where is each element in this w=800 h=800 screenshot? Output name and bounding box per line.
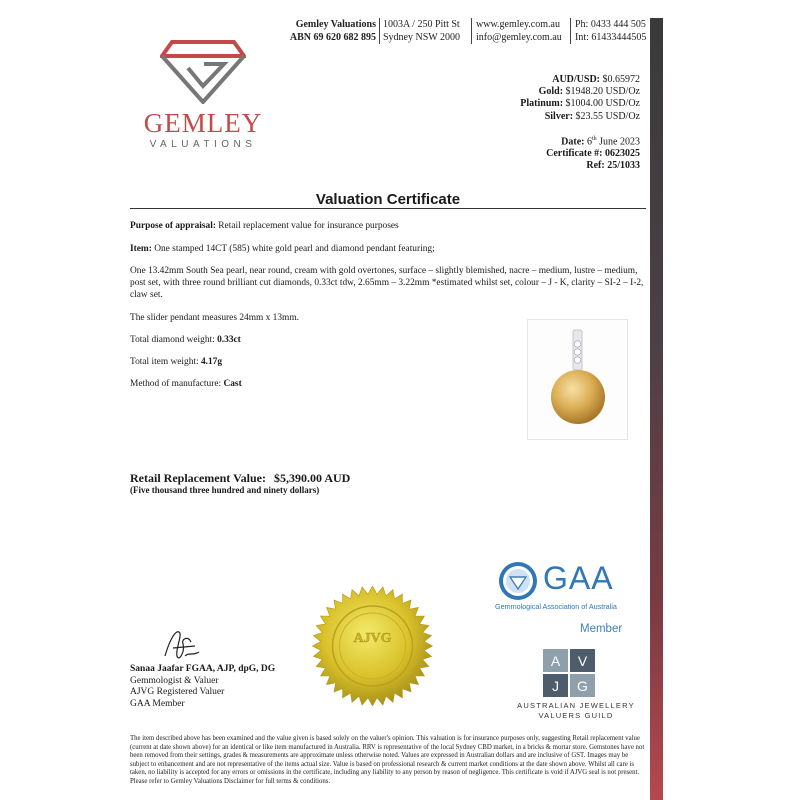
gaa-member-label: Member bbox=[580, 623, 623, 635]
gemley-logo bbox=[138, 38, 268, 158]
item-description: One 13.42mm South Sea pearl, near round, cream with gold overtones, surface – slightly blemished, nacre – medium, lustre – medium, post set, with three round brilliant cut diamonds, 0.33ct tdw, 2.65mm – 3.22mm *estimated whilst set, colour – J - K, clarity – SI-2 – I-2, claw set. bbox=[130, 266, 644, 301]
page-title: Valuation Certificate bbox=[315, 191, 461, 208]
signer-role: GAA Member bbox=[130, 698, 185, 709]
purpose-label: Purpose of appraisal: bbox=[130, 221, 216, 231]
ajvg-emblem-icon bbox=[543, 649, 597, 699]
manufacture-line bbox=[130, 378, 510, 390]
ajvg-letter: A bbox=[550, 653, 561, 669]
ajvg-line2: VALUERS GUILD bbox=[538, 711, 614, 720]
side-accent-bar bbox=[650, 18, 663, 800]
diamond-weight-line bbox=[130, 334, 510, 346]
ajvg-name bbox=[508, 701, 644, 721]
gold-value: $1948.20 USD/Oz bbox=[565, 86, 640, 98]
date-label: Date: bbox=[561, 136, 585, 148]
ajvg-letter: J bbox=[552, 678, 559, 694]
pendant-photo bbox=[527, 319, 628, 440]
purpose-value: Retail replacement value for insurance purposes bbox=[218, 221, 399, 231]
email-link[interactable]: info@gemley.com.au bbox=[476, 32, 562, 43]
item-line bbox=[130, 243, 646, 255]
date-suffix: th bbox=[591, 136, 597, 142]
cert-number-value: 0623025 bbox=[605, 148, 640, 160]
brand-name: GEMLEY bbox=[143, 108, 263, 138]
seal-text: AJVG bbox=[353, 631, 392, 646]
signature bbox=[155, 622, 210, 664]
gaa-name: GAA bbox=[543, 560, 614, 596]
measures-line: The slider pendant measures 24mm x 13mm. bbox=[130, 313, 299, 323]
cert-number-label: Certificate #: bbox=[546, 148, 603, 160]
item-weight-line bbox=[130, 356, 510, 368]
gaa-logo bbox=[495, 560, 645, 620]
item-value: One stamped 14CT (585) white gold pearl and diamond pendant featuring; bbox=[154, 244, 435, 254]
header-divider bbox=[379, 18, 380, 44]
pearl-pendant-image bbox=[528, 320, 629, 441]
contact-online bbox=[476, 18, 568, 44]
title-rule bbox=[130, 208, 646, 209]
signer-role: Gemmologist & Valuer bbox=[130, 675, 219, 686]
silver-value: $23.55 USD/Oz bbox=[575, 110, 640, 122]
item-weight-label: Total item weight: bbox=[130, 357, 199, 367]
retail-value-words: (Five thousand three hundred and ninety dollars) bbox=[130, 485, 320, 495]
date-day: 6 bbox=[586, 136, 592, 148]
ref-label: Ref: bbox=[586, 160, 605, 172]
handwritten-signature bbox=[155, 622, 210, 664]
ajvg-gold-seal bbox=[310, 586, 435, 706]
aud-usd-value: $0.65972 bbox=[602, 74, 640, 85]
aud-usd-label: AUD/USD: bbox=[552, 74, 600, 85]
ajvg-letter: V bbox=[577, 653, 588, 669]
ajvg-line1: AUSTRALIAN JEWELLERY bbox=[517, 701, 635, 710]
website-link[interactable]: www.gemley.com.au bbox=[476, 19, 560, 30]
retail-value-amount: $5,390.00 AUD bbox=[273, 471, 351, 485]
manufacture-label: Method of manufacture: bbox=[130, 379, 222, 389]
certificate-info bbox=[546, 133, 640, 172]
brand-subtitle: VALUATIONS bbox=[149, 139, 257, 150]
ajvg-logo bbox=[508, 649, 644, 721]
address-line1: 1003A / 250 Pitt St bbox=[383, 19, 460, 30]
diamond-logo-icon bbox=[160, 38, 246, 104]
signer-details bbox=[130, 664, 275, 710]
manufacture-value: Cast bbox=[223, 379, 242, 389]
ajvg-letter: G bbox=[577, 678, 588, 694]
platinum-value: $1004.00 USD/Oz bbox=[565, 98, 640, 110]
phone-number: Ph: 0433 444 505 bbox=[575, 19, 646, 30]
signer-name: Sanaa Jaafar FGAA, AJP, dpG, DG bbox=[130, 664, 276, 674]
contact-phone bbox=[575, 18, 651, 44]
company-name: Gemley Valuations bbox=[295, 19, 376, 30]
retail-value bbox=[130, 471, 350, 486]
signer-role: AJVG Registered Valuer bbox=[130, 687, 225, 697]
gaa-fullname: Gemmological Association of Australia bbox=[495, 602, 617, 611]
diamond-weight-value: 0.33ct bbox=[217, 335, 241, 345]
intl-phone-number: Int: 61433444505 bbox=[575, 32, 647, 43]
retail-value-label: Retail Replacement Value: bbox=[130, 471, 266, 485]
header-divider bbox=[570, 18, 571, 44]
date-rest: June 2023 bbox=[599, 136, 640, 148]
address-line2: Sydney NSW 2000 bbox=[383, 32, 461, 43]
gold-label: Gold: bbox=[538, 86, 564, 98]
contact-address bbox=[383, 18, 469, 44]
silver-label: Silver: bbox=[544, 110, 574, 122]
disclaimer-text: The item described above has been examined and the value given is based solely on the valuer's opinion. This valuation is for insurance purposes only, suggesting Retail replacement value (current at date shown above) for an identical or like item manufactured in Australia. RRV is representative of the local Sydney CBD market, in a bricks & mortar store. Gemstones have not been removed from their settings, grades & measurements are approximate unless otherwise noted. Values are expressed in Australian dollars and are inclusive of GST. Images may be subject to enhancement and are not representative of the items actual size. Value is based on professional research & current market conditions at the date shown above. Whilst all care is taken, no liability is accepted for any errors or omissions in the certificate, including any liability to any person by reason of negligence. This certificate is void if AJVG seal is not present. Please refer to Gemley Valuations Disclaimer for full terms & conditions. bbox=[130, 735, 645, 785]
diamond-weight-label: Total diamond weight: bbox=[130, 335, 215, 345]
gaa-emblem-icon bbox=[497, 560, 539, 602]
metal-rates bbox=[520, 74, 640, 123]
contact-company bbox=[288, 18, 376, 44]
header-divider bbox=[471, 18, 472, 44]
gold-seal-icon bbox=[310, 586, 435, 706]
company-abn: ABN 69 620 682 895 bbox=[289, 32, 376, 43]
item-weight-value: 4.17g bbox=[200, 357, 223, 367]
platinum-label: Platinum: bbox=[520, 98, 564, 110]
ref-value: 25/1033 bbox=[607, 160, 640, 172]
purpose-line bbox=[130, 220, 646, 232]
item-label: Item: bbox=[130, 244, 152, 254]
